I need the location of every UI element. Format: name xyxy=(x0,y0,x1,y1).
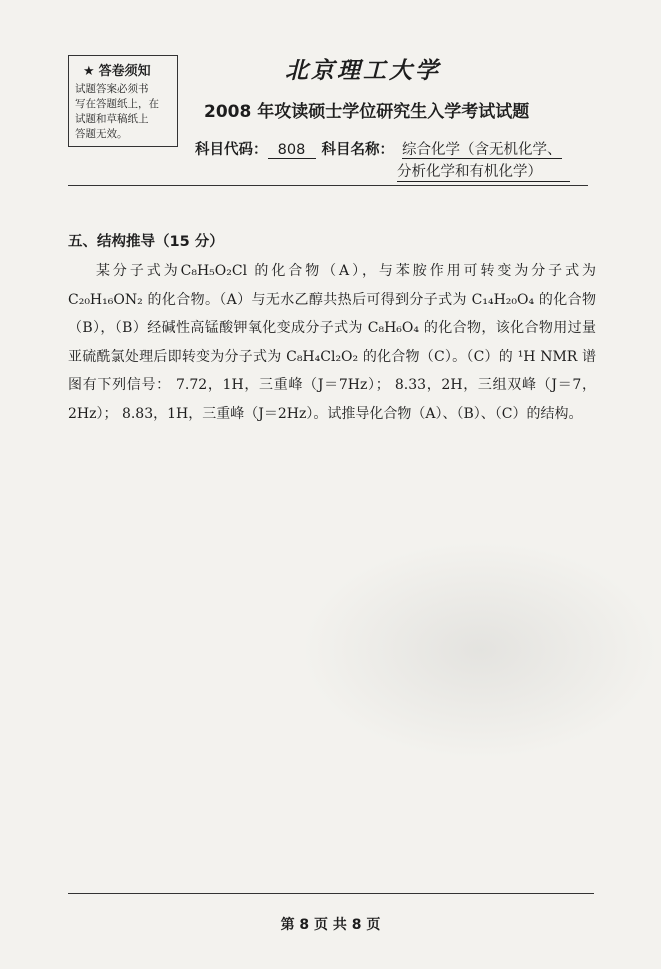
page-number: 第 8 页 共 8 页 xyxy=(280,917,381,933)
exam-title: 2008 年攻读硕士学位研究生入学考试试题 xyxy=(204,102,530,122)
footer-divider xyxy=(68,893,594,894)
university-name: 北京理工大学 xyxy=(285,57,441,84)
subject-line xyxy=(195,138,562,159)
formula-c: C₈H₄Cl₂O₂ xyxy=(286,348,359,365)
problem-paragraph: 某分子式为C₈H₅O₂Cl 的化合物（A），与苯胺作用可转变为分子式为 C₂₀H₁₆ON₂ 的化合物。（A）与无水乙醇共热后可得到分子式为 C₁₄H₂₀O₄ 的化合物（B），（B）经碱性高锰酸钾氧化变成分子式为 C₈H₆O₄ 的化合物，该化合物用过量亚硫酰氯处理后即转变为分子式为 C₈H₄Cl₂O₂ 的化合物（C）。（C）的 ¹H NMR 谱图有下列信号： 7.72，1H，三重峰（J＝7Hz）； 8.33，2H，三组双峰（J＝7，2Hz）； 8.83，1H，三重峰（J＝2Hz）。试推导化合物（A）、（B）、（C）的结构。 xyxy=(68,263,597,422)
formula-oxidized: C₈H₆O₄ xyxy=(367,320,419,337)
header-divider xyxy=(68,185,588,186)
notice-body xyxy=(75,82,171,142)
notice-line: 试题答案必须书 xyxy=(75,83,149,95)
answer-notice-box xyxy=(68,55,178,147)
subject-name-value-cont: 分析化学和有机化学） xyxy=(397,160,570,182)
formula-anilide: C₂₀H₁₆ON₂ xyxy=(68,291,143,308)
subject-name-label: 科目名称： xyxy=(321,142,394,158)
notice-title: ★ 答卷须知 xyxy=(83,64,151,79)
paper-smudge xyxy=(300,540,660,760)
notice-line: 试题和草稿纸上 xyxy=(75,113,149,125)
subject-code-value: 808 xyxy=(268,142,316,159)
formula-b: C₁₄H₂₀O₄ xyxy=(471,291,535,308)
star-icon: ★ xyxy=(83,64,95,79)
notice-line: 答题无效。 xyxy=(75,128,128,140)
subject-name-value: 综合化学（含无机化学、 xyxy=(402,142,562,158)
subject-code-label: 科目代码： xyxy=(195,142,268,158)
problem-text xyxy=(68,257,596,429)
formula-a: C₈H₅O₂Cl xyxy=(180,263,248,279)
section-title: 五、结构推导（15 分） xyxy=(68,234,224,250)
notice-line: 写在答题纸上，在 xyxy=(75,98,159,110)
nmr-label: ¹H NMR xyxy=(517,348,578,365)
